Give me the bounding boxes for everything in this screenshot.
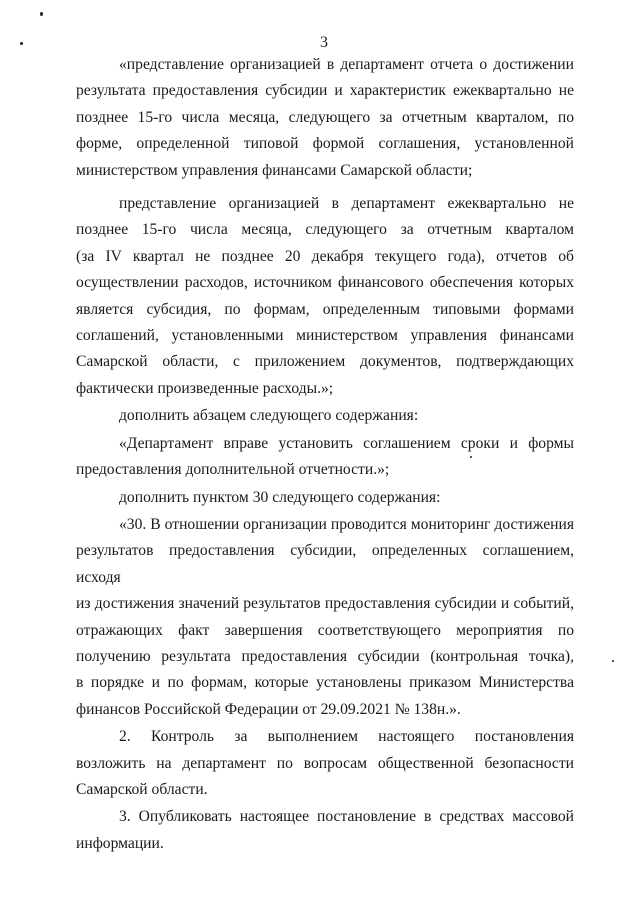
text-line: (за IV квартал не позднее 20 декабря текущего года), отчетов об	[76, 247, 574, 265]
text-line: возложить на департамент по вопросам общественной безопасности	[76, 754, 574, 772]
paragraph-department-right	[76, 431, 574, 484]
scan-speck	[612, 660, 614, 662]
paragraph-point-30	[76, 512, 574, 723]
text-line: Самарской области.	[76, 780, 208, 798]
text-line: позднее 15-го числа месяца, следующего за отчетным кварталом, по	[76, 108, 574, 126]
paragraph-add-point-30	[76, 485, 574, 511]
text-line: представление организацией в департамент ежеквартально не	[119, 195, 574, 213]
paragraph-add-clause	[76, 403, 574, 429]
text-line: «представление организацией в департамент отчета о достижении	[119, 56, 574, 73]
paragraph-item-2-control	[76, 724, 574, 803]
text-line: Самарской области, с приложением документов, подтверждающих	[76, 353, 574, 371]
paragraph-report-on-expenses	[76, 191, 574, 402]
text-line: отражающих факт завершения соответствующего мероприятия по	[76, 621, 574, 639]
text-line: дополнить пунктом 30 следующего содержания:	[119, 488, 441, 506]
text-line: результатов предоставления субсидии, определенных соглашением, исходя	[76, 542, 574, 586]
text-line: форме, определенной типовой формой соглашения, установленной	[76, 135, 574, 153]
text-line: дополнить абзацем следующего содержания:	[119, 407, 419, 425]
text-line: информации.	[76, 834, 164, 852]
text-line: является субсидия, по формам, определенным типовыми формами	[76, 300, 574, 318]
text-line: в порядке и по формам, которые установлены приказом Министерства	[76, 674, 574, 692]
text-line: осуществлении расходов, источником финансового обеспечения которых	[76, 274, 574, 292]
scan-speck	[40, 12, 43, 16]
scan-speck	[20, 42, 23, 45]
text-line: «30. В отношении организации проводится мониторинг достижения	[119, 515, 574, 533]
document-body	[76, 52, 574, 857]
paragraph-item-3-publish	[76, 804, 574, 857]
text-line: получению результата предоставления субсидии (контрольная точка),	[76, 647, 574, 665]
text-line: 2. Контроль за выполнением настоящего постановления	[119, 728, 574, 746]
text-line: 3. Опубликовать настоящее постановление в средствах массовой	[119, 808, 574, 826]
text-line: из достижения значений результатов предоставления субсидии и событий,	[76, 595, 574, 613]
text-line: «Департамент вправе установить соглашением сроки и формы	[119, 434, 574, 452]
text-line: министерством управления финансами Самарской области;	[76, 161, 473, 179]
text-line: результата предоставления субсидии и характеристик ежеквартально не	[76, 82, 574, 100]
text-line: позднее 15-го числа месяца, следующего за отчетным кварталом	[76, 221, 574, 239]
text-line: предоставления дополнительной отчетности.»;	[76, 461, 390, 479]
text-line: соглашений, установленными министерством управления финансами	[76, 327, 574, 345]
text-line: финансов Российской Федерации от 29.09.2021 № 138н.».	[76, 700, 461, 718]
text-line: фактически произведенные расходы.»;	[76, 379, 334, 397]
page-number: 3	[320, 34, 328, 51]
paragraph-report-on-results	[76, 52, 574, 184]
